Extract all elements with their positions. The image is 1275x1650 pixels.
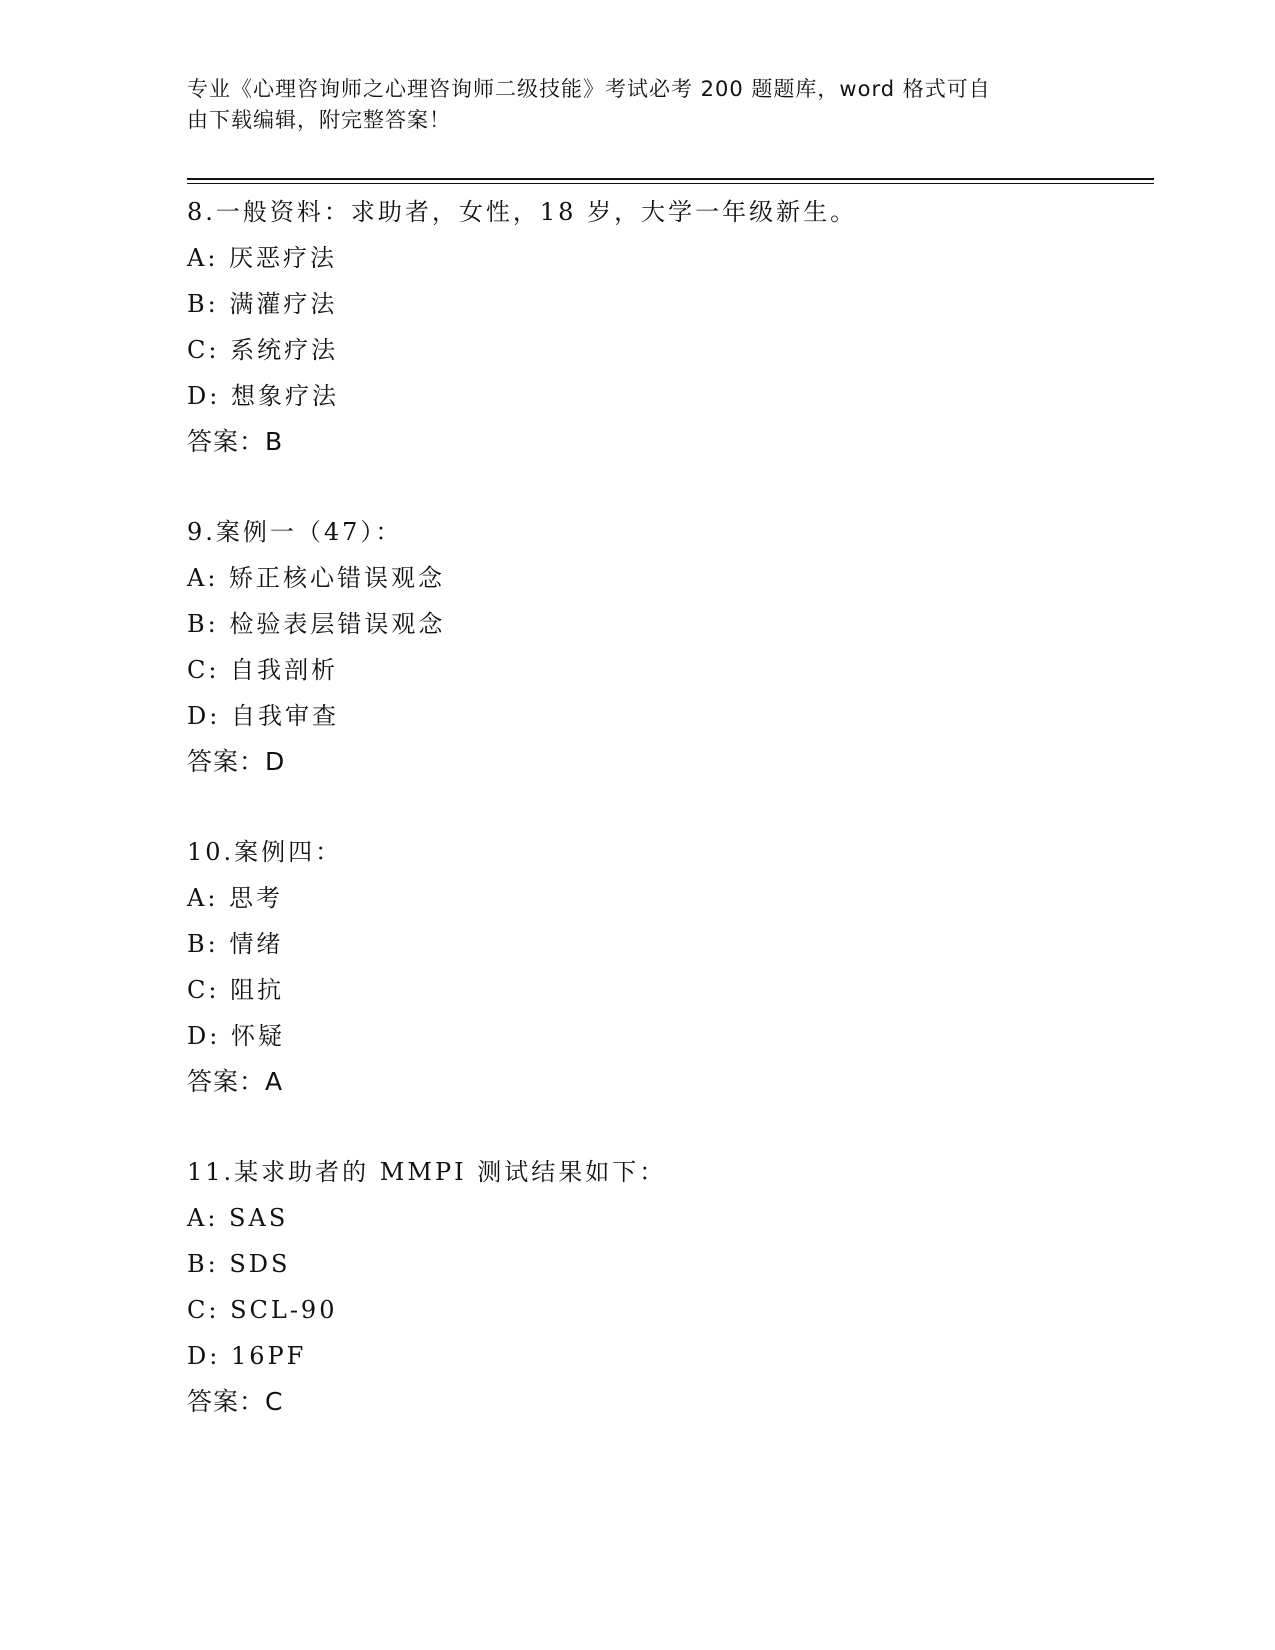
- option-b: B: 检验表层错误观念: [187, 610, 446, 638]
- option-b: B: 情绪: [187, 930, 284, 958]
- option-c: C: 阻抗: [187, 976, 285, 1004]
- header-line-1: 专业《心理咨询师之心理咨询师二级技能》考试必考 200 题题库，word 格式可自: [187, 77, 991, 101]
- question-10: [187, 829, 1147, 1105]
- answer-label: 答案：A: [187, 1067, 284, 1096]
- option-d: D: 16PF: [187, 1342, 307, 1370]
- question-stem: 8.一般资料：求助者，女性，18 岁，大学一年级新生。: [187, 198, 858, 226]
- question-stem: 11.某求助者的 MMPI 测试结果如下：: [187, 1158, 667, 1186]
- answer-label: 答案：B: [187, 427, 284, 456]
- header-divider-thin: [187, 183, 1154, 184]
- question-list: [187, 189, 1147, 1469]
- question-11: [187, 1149, 1147, 1425]
- question-stem: 10.案例四：: [187, 838, 343, 866]
- option-c: C: 系统疗法: [187, 336, 339, 364]
- option-d: D: 自我审查: [187, 702, 339, 730]
- option-d: D: 怀疑: [187, 1022, 285, 1050]
- option-a: A: SAS: [187, 1204, 289, 1232]
- option-b: B: 满灌疗法: [187, 290, 338, 318]
- question-stem: 9.案例一（47）：: [187, 518, 403, 546]
- question-9: [187, 509, 1147, 785]
- question-8: [187, 189, 1147, 465]
- option-c: C: SCL-90: [187, 1296, 338, 1324]
- option-d: D: 想象疗法: [187, 382, 339, 410]
- option-a: A: 思考: [187, 884, 284, 912]
- option-a: A: 厌恶疗法: [187, 244, 338, 272]
- option-a: A: 矫正核心错误观念: [187, 564, 446, 592]
- option-b: B: SDS: [187, 1250, 291, 1278]
- answer-label: 答案：C: [187, 1387, 284, 1416]
- answer-label: 答案：D: [187, 747, 286, 776]
- document-header: [187, 74, 1067, 136]
- header-divider-thick: [187, 178, 1154, 180]
- option-c: C: 自我剖析: [187, 656, 339, 684]
- header-line-2: 由下载编辑，附完整答案！: [187, 108, 451, 132]
